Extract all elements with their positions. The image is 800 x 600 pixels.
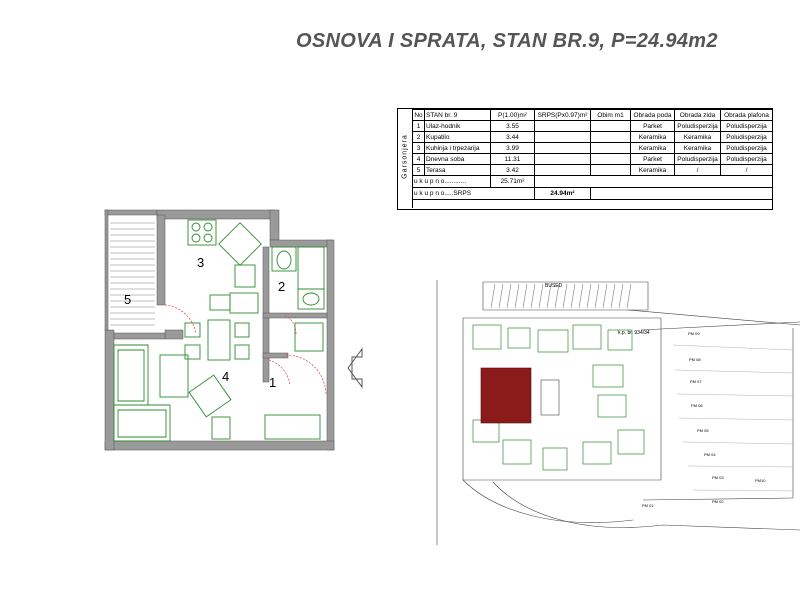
row-ceiling-finish: Poludisperzija: [721, 154, 773, 165]
row-no: 5: [413, 165, 425, 176]
row-ceiling-finish: Poludisperzija: [721, 121, 773, 132]
row-wall-finish: Keramika: [675, 143, 721, 154]
row-area: 3.99: [491, 143, 535, 154]
room-number-1: 1: [269, 375, 277, 390]
row-obim: [591, 143, 631, 154]
bus-label: BUSED: [545, 283, 563, 289]
header-wall-finish: Obrada zida: [675, 110, 721, 121]
dining-chair-icon: [235, 345, 249, 359]
door-swings: [165, 305, 326, 395]
dining-chair-icon: [185, 323, 200, 337]
stove-icon: [188, 220, 216, 245]
parking-dividers: [673, 345, 793, 491]
walls: [105, 210, 334, 450]
dining-table: [208, 320, 230, 360]
row-obim: [591, 121, 631, 132]
parking-label: PM 04: [704, 452, 716, 457]
room-number-4: 4: [222, 369, 230, 384]
area-table: [397, 108, 773, 210]
row-srps: [535, 132, 591, 143]
row-floor-finish: Keramika: [631, 165, 675, 176]
header-stan: STAN br. 9: [425, 110, 491, 121]
parking-label: PM 07: [690, 379, 702, 384]
washbasin-icon: [298, 289, 324, 309]
srps-label: u k u p n o.....SRPS: [413, 188, 535, 200]
row-floor-finish: Keramika: [631, 143, 675, 154]
header-floor-finish: Obrada poda: [631, 110, 675, 121]
wardrobe-icon: [265, 415, 320, 439]
terrace-door-swing: [165, 305, 196, 333]
parking-label: PM 05: [697, 428, 709, 433]
dining-chair-icon: [185, 345, 200, 359]
row-floor-finish: Parket: [631, 121, 675, 132]
row-no: 4: [413, 154, 425, 165]
row-no: 3: [413, 143, 425, 154]
row-wall-finish: Keramika: [675, 132, 721, 143]
row-ceiling-finish: Poludisperzija: [721, 143, 773, 154]
row-floor-finish: Parket: [631, 154, 675, 165]
header-no: No: [414, 111, 423, 119]
sofa-icon: [114, 345, 170, 441]
table-side-label-cell: [398, 109, 413, 208]
row-wall-finish: Poludisperzija: [675, 154, 721, 165]
building-site-plan: [433, 270, 800, 600]
table-row: [413, 165, 773, 176]
parking-label: PM 02: [712, 499, 724, 504]
row-ceiling-finish: /: [721, 165, 773, 176]
table-row: [413, 132, 773, 143]
row-room-name: Kuhinja i trpezarija: [425, 143, 491, 154]
room-number-5: 5: [124, 292, 132, 307]
row-srps: [535, 143, 591, 154]
srps-value: 24.94m²: [535, 188, 591, 200]
total-value: 25.71m²: [491, 176, 535, 188]
table-row: [413, 143, 773, 154]
parking-label: PM 08: [689, 357, 701, 362]
row-srps: [535, 121, 591, 132]
row-room-name: Terasa: [425, 165, 491, 176]
highlighted-apartment: [481, 368, 531, 423]
table-srps-row: [413, 188, 773, 200]
parking-label: PM 01: [642, 503, 654, 508]
header-obim: Obim m1: [591, 110, 631, 121]
row-area: 3.44: [491, 132, 535, 143]
row-wall-finish: Poludisperzija: [675, 121, 721, 132]
row-room-name: Ulaz-hodnik: [425, 121, 491, 132]
apartment-type-label: Garsonjera: [401, 134, 409, 179]
row-obim: [591, 165, 631, 176]
parking-labels: [642, 331, 766, 508]
kitchen-unit: [230, 293, 258, 313]
row-srps: [535, 154, 591, 165]
header-srps: SRPS(Px0.97)m²: [535, 110, 591, 121]
row-no: 2: [413, 132, 425, 143]
parking-label: PM 09: [688, 331, 700, 336]
shower-icon: [298, 247, 324, 289]
row-room-name: Kupatilo: [425, 132, 491, 143]
parking-label: PM 03: [712, 475, 724, 480]
header-ceiling-finish: Obrada plafona: [721, 110, 773, 121]
row-obim: [591, 154, 631, 165]
entrance-arrow-icon: [348, 349, 362, 387]
row-no: 1: [413, 121, 425, 132]
srps-spacer: [591, 188, 773, 200]
total-label: u k u p n o............: [413, 176, 491, 188]
row-area: 3.55: [491, 121, 535, 132]
row-obim: [591, 132, 631, 143]
dining-chair-icon: [235, 323, 249, 337]
room-number-3: 3: [197, 255, 205, 270]
fridge-icon: [235, 265, 255, 287]
parcel-label: k.p. br. 934/34: [618, 330, 650, 336]
side-table-icon: [212, 417, 230, 439]
header-area: P(1.00)m²: [491, 110, 535, 121]
parking-label: PM 06: [691, 403, 703, 408]
table-header-row: [413, 110, 773, 121]
table-row: [413, 154, 773, 165]
row-wall-finish: /: [675, 165, 721, 176]
row-room-name: Dnevna soba: [425, 154, 491, 165]
table-row: [413, 121, 773, 132]
room-number-2: 2: [278, 279, 286, 294]
stairwell: [541, 380, 559, 415]
coffee-table-icon: [160, 355, 188, 397]
row-srps: [535, 165, 591, 176]
table-total-row: [413, 176, 773, 188]
parking-label: PM10: [755, 478, 766, 483]
row-ceiling-finish: Poludisperzija: [721, 132, 773, 143]
washing-machine-icon: [295, 323, 323, 351]
room-schedule: [412, 109, 773, 200]
page-title: OSNOVA I SPRATA, STAN BR.9, P=24.94m2: [296, 30, 718, 52]
row-floor-finish: Keramika: [631, 132, 675, 143]
terrace-tiles: [110, 223, 155, 325]
apartment-floor-plan: [100, 205, 450, 460]
armchair-icon: [219, 223, 261, 265]
total-spacer: [535, 176, 773, 188]
entrance-door-swing: [286, 355, 326, 395]
row-area: 3.42: [491, 165, 535, 176]
row-area: 11.31: [491, 154, 535, 165]
table-icon: [210, 295, 230, 310]
